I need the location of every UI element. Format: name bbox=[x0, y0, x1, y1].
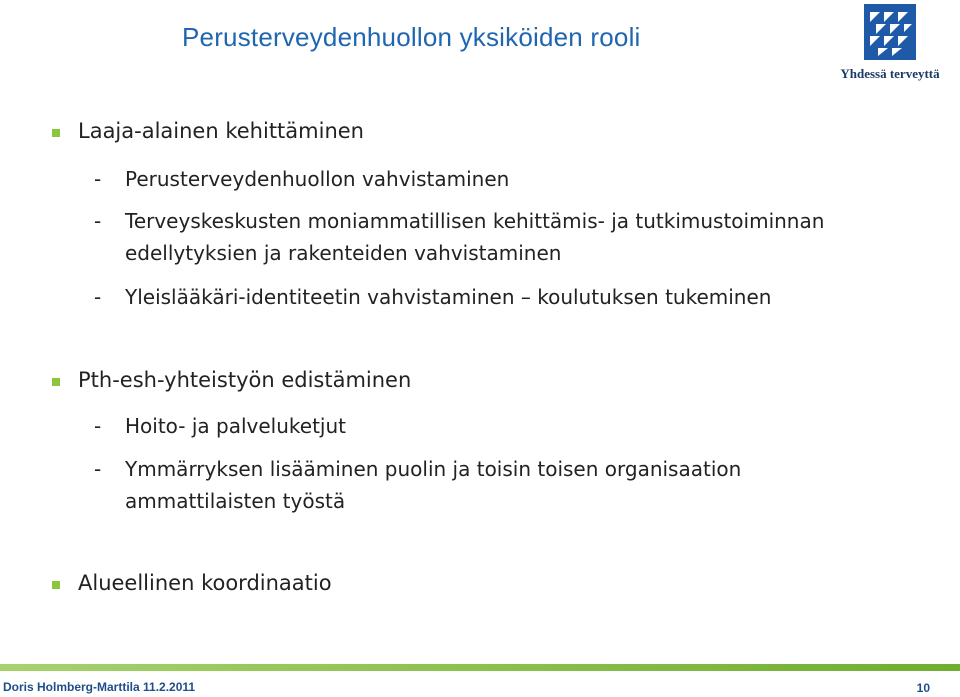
bullet-heading: Laaja-alainen kehittäminen bbox=[78, 119, 364, 143]
sub-item-text-continued: ammattilaisten työstä bbox=[125, 489, 346, 513]
dash-marker: - bbox=[94, 414, 102, 438]
slide-title: Perusterveydenhuollon yksiköiden rooli bbox=[182, 22, 641, 52]
sub-item-text-continued: edellytyksien ja rakenteiden vahvistaminen bbox=[125, 241, 562, 265]
bullet-square-icon bbox=[52, 129, 60, 137]
dash-marker: - bbox=[94, 285, 102, 309]
bullet-heading: Alueellinen koordinaatio bbox=[78, 571, 332, 595]
sub-item-text: Perusterveydenhuollon vahvistaminen bbox=[125, 167, 510, 191]
sub-item-text: Terveyskeskusten moniammatillisen kehittämis- ja tutkimustoiminnan bbox=[125, 209, 825, 233]
sub-item-text: Hoito- ja palveluketjut bbox=[125, 414, 346, 438]
logo-tagline: Yhdessä terveyttä bbox=[840, 66, 940, 81]
bullet-heading: Pth-esh-yhteistyön edistäminen bbox=[78, 368, 412, 392]
bullet-square-icon bbox=[52, 378, 60, 386]
sub-item-text: Yleislääkäri-identiteetin vahvistaminen – koulutuksen tukeminen bbox=[125, 285, 772, 309]
dash-marker: - bbox=[94, 209, 102, 233]
page-number: 10 bbox=[916, 681, 930, 695]
logo bbox=[836, 4, 944, 84]
footer-band bbox=[0, 664, 960, 671]
logo-mark-icon bbox=[864, 4, 916, 60]
bullet-square-icon bbox=[52, 581, 60, 589]
dash-marker: - bbox=[94, 457, 102, 481]
footer-author: Doris Holmberg-Marttila 11.2.2011 bbox=[3, 680, 196, 694]
sub-item-text: Ymmärryksen lisääminen puolin ja toisin toisen organisaation bbox=[125, 457, 742, 481]
dash-marker: - bbox=[94, 167, 102, 191]
